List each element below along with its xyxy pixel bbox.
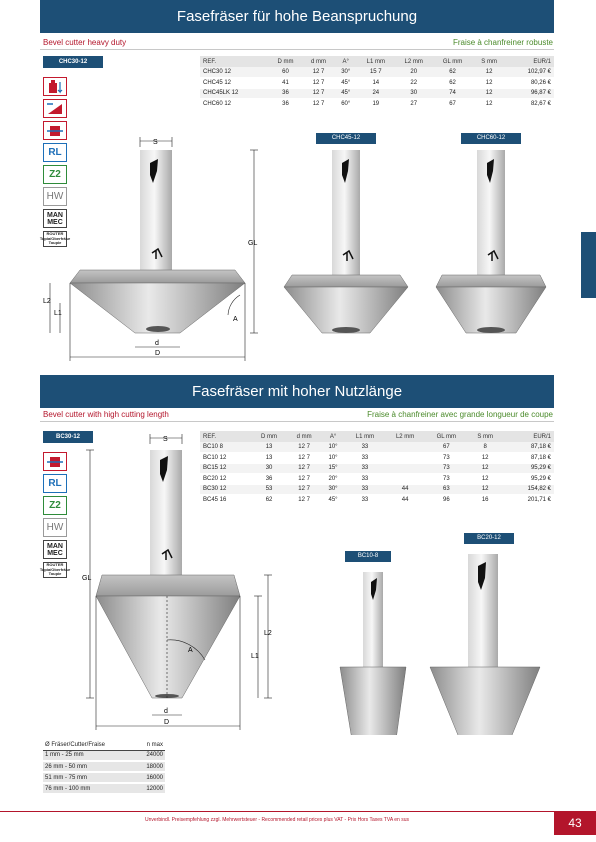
- table-cell: BC45 16: [200, 495, 251, 506]
- table-cell: 36: [268, 88, 302, 99]
- table-header-cell: L1 mm: [357, 56, 395, 67]
- table-cell: CHC30 12: [200, 67, 268, 78]
- speed-value: 12000: [135, 783, 165, 794]
- speed-range: 1 mm - 25 mm: [43, 750, 135, 761]
- table-header-cell: d mm: [302, 56, 334, 67]
- speed-header-nmax: n max: [135, 740, 165, 750]
- table-cell: 30°: [321, 484, 345, 495]
- man-label: MAN: [47, 542, 63, 550]
- table-cell: 12: [467, 453, 502, 464]
- table-cell: 67: [425, 442, 467, 453]
- table-cell: 15°: [321, 463, 345, 474]
- table-header-cell: S mm: [472, 56, 505, 67]
- table-cell: 87,18 €: [503, 442, 554, 453]
- table-header-cell: S mm: [467, 431, 502, 442]
- table-cell: 62: [251, 495, 287, 506]
- tool-bc30: [96, 450, 240, 698]
- router-label-3: Toupie: [48, 571, 62, 577]
- table-header-cell: REF.: [200, 431, 251, 442]
- table-header-cell: L2 mm: [395, 56, 433, 67]
- table-cell: CHC45 12: [200, 78, 268, 89]
- section2-code-badge: BC30-12: [43, 431, 93, 443]
- speed-header-diameter: Ø Fräser/Cutter/Fraise: [43, 740, 135, 750]
- table-cell: BC10 8: [200, 442, 251, 453]
- table-cell: 95,29 €: [503, 474, 554, 485]
- tool-chc45: [284, 150, 408, 333]
- dim-D-label: D: [155, 350, 161, 357]
- dim-l2-label-2: L2: [264, 630, 272, 637]
- table-cell: 60: [268, 67, 302, 78]
- table-cell: 80,26 €: [506, 78, 554, 89]
- table-cell: 20°: [321, 474, 345, 485]
- tool-chc30: [70, 150, 245, 333]
- table-cell: BC30 12: [200, 484, 251, 495]
- table-cell: CHC45LK 12: [200, 88, 268, 99]
- table-cell: 12 7: [302, 88, 334, 99]
- table-cell: 12: [472, 88, 505, 99]
- table-cell: 12 7: [302, 67, 334, 78]
- table-header-cell: REF.: [200, 56, 268, 67]
- section1-spec-table: [200, 56, 554, 110]
- table-cell: 45°: [321, 495, 345, 506]
- table-row: [43, 783, 165, 794]
- dim-l1-label-2: L1: [251, 653, 259, 660]
- table-cell: 13: [251, 453, 287, 464]
- tool-bc10-8: [340, 572, 406, 735]
- dim-D-label-2: D: [164, 719, 170, 726]
- table-row: [43, 750, 165, 761]
- table-cell: 12: [472, 99, 505, 110]
- table-header-cell: EUR/1: [503, 431, 554, 442]
- section2-subtitle-en: Bevel cutter with high cutting length: [43, 410, 169, 419]
- mec-label: MEC: [47, 549, 63, 557]
- blade-rotation-icon: [43, 77, 67, 96]
- table-cell: BC10 12: [200, 453, 251, 464]
- table-cell: 19: [357, 99, 395, 110]
- dim-d-label-2: d: [164, 708, 168, 715]
- router-label-2: Tupia/Oberfräse: [39, 566, 71, 572]
- speed-table: [43, 740, 165, 795]
- table-cell: 96: [425, 495, 467, 506]
- table-row: [43, 772, 165, 783]
- label-bc20: BC20-12: [464, 533, 514, 544]
- hw-icon: HW: [43, 187, 67, 206]
- speed-range: 26 mm - 50 mm: [43, 761, 135, 772]
- table-cell: 96,87 €: [506, 88, 554, 99]
- table-cell: 67: [433, 99, 473, 110]
- table-cell: 15 7: [357, 67, 395, 78]
- table-header-cell: A°: [335, 56, 357, 67]
- footer-price-note: Unverbindl. Preisempfehlung zzgl. Mehrwertsteuer - Recommended retail prices plus VAT - Prix Hors Taxes TVA en sus: [145, 817, 409, 823]
- dim-s-label: S: [153, 139, 158, 146]
- bevel-profile-icon: [43, 99, 67, 118]
- table-cell: 45°: [335, 88, 357, 99]
- table-header-cell: A°: [321, 431, 345, 442]
- table-cell: 53: [251, 484, 287, 495]
- table-row: [43, 761, 165, 772]
- table-cell: 12 7: [287, 484, 321, 495]
- page-number: 43: [554, 811, 596, 835]
- rl-icon: RL: [43, 143, 67, 162]
- z2-icon: Z2: [43, 496, 67, 515]
- table-cell: 10°: [321, 442, 345, 453]
- table-header-cell: GL mm: [433, 56, 473, 67]
- table-cell: 12 7: [287, 463, 321, 474]
- section1-diagram: [40, 135, 560, 365]
- man-label: MAN: [47, 211, 63, 219]
- table-cell: 33: [345, 453, 385, 464]
- table-cell: 154,82 €: [503, 484, 554, 495]
- section1-title: Fasefräser für hohe Beanspruchung: [40, 0, 554, 33]
- table-cell: 73: [425, 463, 467, 474]
- table-header-cell: EUR/1: [506, 56, 554, 67]
- section-side-tab: [581, 232, 596, 298]
- table-header-row: [200, 56, 554, 67]
- table-cell: 24: [357, 88, 395, 99]
- dim-a-label: A: [233, 316, 238, 323]
- table-cell: 12: [467, 474, 502, 485]
- table-cell: 10°: [321, 453, 345, 464]
- table-row: [200, 88, 554, 99]
- table-row: [200, 99, 554, 110]
- dim-gl-label: GL: [248, 240, 258, 247]
- table-cell: 60°: [335, 99, 357, 110]
- dim-a-label-2: A: [188, 647, 193, 654]
- table-row: [200, 78, 554, 89]
- table-cell: 16: [467, 495, 502, 506]
- router-label: ROUTER: [46, 231, 64, 237]
- table-cell: 13: [251, 442, 287, 453]
- table-cell: 74: [433, 88, 473, 99]
- table-cell: 30: [251, 463, 287, 474]
- hw-icon: HW: [43, 518, 67, 537]
- table-cell: BC15 12: [200, 463, 251, 474]
- table-cell: 95,29 €: [503, 463, 554, 474]
- section2-divider: [40, 421, 554, 422]
- table-header-cell: L2 mm: [385, 431, 425, 442]
- table-cell: 33: [345, 474, 385, 485]
- section2-subtitle-fr: Fraise à chanfreiner avec grande longueur de coupe: [367, 410, 553, 419]
- table-header-cell: L1 mm: [345, 431, 385, 442]
- table-header-cell: GL mm: [425, 431, 467, 442]
- table-cell: 73: [425, 474, 467, 485]
- section1-subtitle-fr: Fraise à chanfreiner robuste: [452, 38, 553, 47]
- table-cell: 12 7: [302, 78, 334, 89]
- section2-title: Fasefräser mit hoher Nutzlänge: [40, 375, 554, 408]
- section1-code-badge: CHC30-12: [43, 56, 103, 68]
- tool-bc20-12: [430, 554, 540, 735]
- table-header-cell: D mm: [251, 431, 287, 442]
- table-cell: 201,71 €: [503, 495, 554, 506]
- table-cell: 63: [425, 484, 467, 495]
- mec-label: MEC: [47, 218, 63, 226]
- table-cell: 33: [345, 495, 385, 506]
- table-cell: 27: [395, 99, 433, 110]
- table-cell: 12 7: [287, 453, 321, 464]
- dim-d-label: d: [155, 340, 159, 347]
- tool-chc60: [436, 150, 546, 333]
- speed-value: 24000: [135, 750, 165, 761]
- table-cell: 12: [472, 67, 505, 78]
- dim-gl-label-2: GL: [82, 575, 92, 582]
- table-cell: 30: [395, 88, 433, 99]
- table-header-cell: D mm: [268, 56, 302, 67]
- table-cell: 12 7: [287, 495, 321, 506]
- speed-range: 51 mm - 75 mm: [43, 772, 135, 783]
- table-cell: 14: [357, 78, 395, 89]
- table-cell: 33: [345, 484, 385, 495]
- section1-divider: [40, 49, 554, 50]
- table-cell: 12 7: [287, 442, 321, 453]
- table-cell: 33: [345, 442, 385, 453]
- label-chc60: CHC60-12: [461, 133, 521, 144]
- table-cell: 8: [467, 442, 502, 453]
- label-chc45: CHC45-12: [316, 133, 376, 144]
- table-cell: 20: [395, 67, 433, 78]
- table-cell: 73: [425, 453, 467, 464]
- speed-range: 76 mm - 100 mm: [43, 783, 135, 794]
- table-cell: 22: [395, 78, 433, 89]
- table-cell: 82,67 €: [506, 99, 554, 110]
- table-cell: 44: [385, 484, 425, 495]
- table-cell: CHC60 12: [200, 99, 268, 110]
- table-cell: 87,18 €: [503, 453, 554, 464]
- dim-l2-label: L2: [43, 298, 51, 305]
- label-bc10: BC10-8: [345, 551, 391, 562]
- table-cell: 12 7: [287, 474, 321, 485]
- table-cell: 12 7: [302, 99, 334, 110]
- table-cell: 36: [268, 99, 302, 110]
- dim-l1-label: L1: [54, 310, 62, 317]
- table-row: [200, 67, 554, 78]
- table-cell: 45°: [335, 78, 357, 89]
- speed-value: 16000: [135, 772, 165, 783]
- router-label: ROUTER: [46, 562, 64, 568]
- table-cell: 33: [345, 463, 385, 474]
- rl-icon: RL: [43, 474, 67, 493]
- table-cell: 30°: [335, 67, 357, 78]
- table-cell: 62: [433, 67, 473, 78]
- section1-subtitle-en: Bevel cutter heavy duty: [43, 38, 127, 47]
- router-label-2: Tupia/Oberfräse: [39, 235, 71, 241]
- table-cell: 36: [251, 474, 287, 485]
- table-cell: BC20 12: [200, 474, 251, 485]
- table-header-cell: d mm: [287, 431, 321, 442]
- table-cell: 12: [472, 78, 505, 89]
- section2-diagram: [40, 430, 560, 735]
- speed-value: 18000: [135, 761, 165, 772]
- table-cell: 12: [467, 484, 502, 495]
- table-cell: 12: [467, 463, 502, 474]
- z2-icon: Z2: [43, 165, 67, 184]
- table-cell: 102,97 €: [506, 67, 554, 78]
- dim-s-label-2: S: [163, 436, 168, 443]
- footer-divider: [0, 811, 554, 812]
- table-cell: 62: [433, 78, 473, 89]
- router-label-3: Toupie: [48, 240, 62, 246]
- table-cell: 41: [268, 78, 302, 89]
- table-cell: 44: [385, 495, 425, 506]
